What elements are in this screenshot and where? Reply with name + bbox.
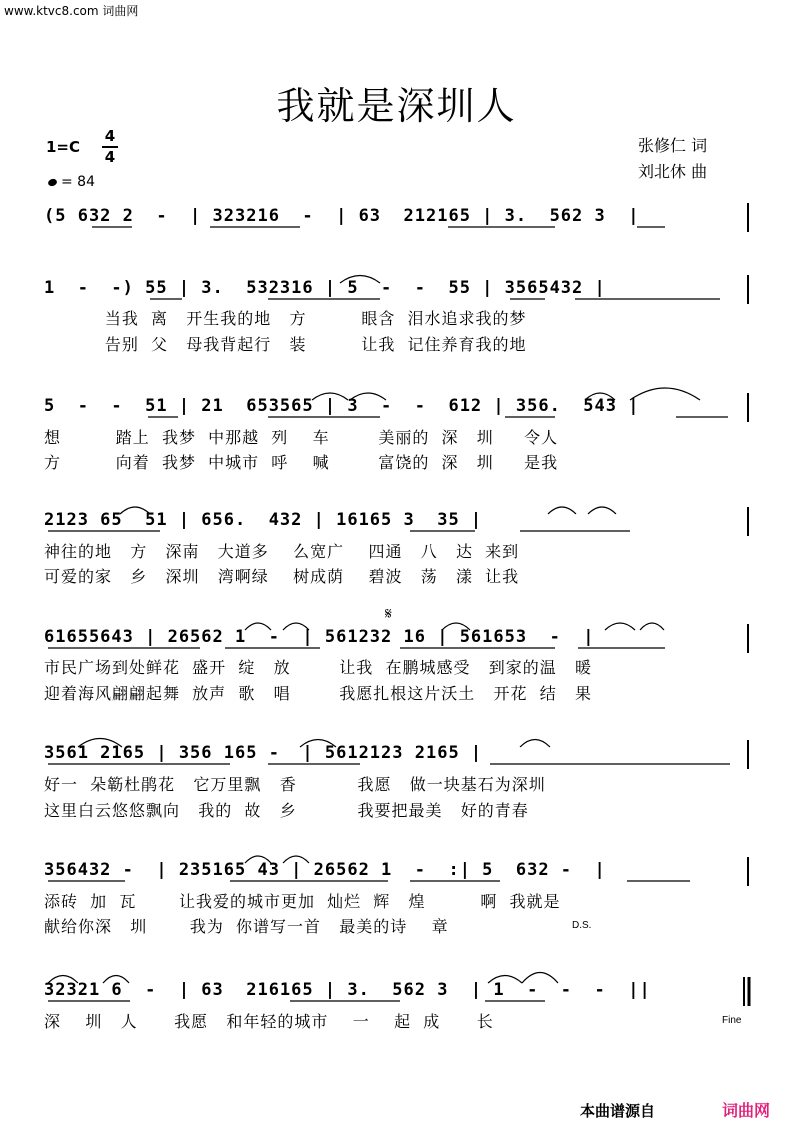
- tie-arc: [48, 976, 78, 984]
- tie-arc: [605, 623, 635, 630]
- tempo-value: = 84: [61, 174, 95, 190]
- lyric-row-5-verse-1: 市民广场到处鲜花 盛开 绽 放 让我 在鹏城感受 到家的温 暖: [44, 658, 592, 677]
- lyric-row-3-verse-2: 方 向着 我梦 中城市 呼 喊 富饶的 深 圳 是我: [44, 453, 559, 472]
- tie-arc: [585, 393, 615, 400]
- tie-arc: [340, 276, 380, 284]
- tie-arc: [520, 740, 550, 748]
- segno-icon: 𝄋: [385, 604, 392, 623]
- tie-arc: [522, 973, 558, 984]
- lyricist-credit: 张修仁 词: [638, 136, 708, 155]
- notation-row-4: 2123 65 51 | 656. 432 | 16165 3 35 |: [44, 510, 483, 530]
- lyric-row-2-verse-1: 当我 离 开生我的地 方 眼含 泪水追求我的梦: [44, 309, 527, 328]
- lyric-row-8-verse-1: 深 圳 人 我愿 和年轻的城市 一 起 成 长: [44, 1012, 494, 1031]
- source-site-logo: 词曲网: [722, 1101, 771, 1120]
- notation-row-8: 32321 6 - | 63 216165 | 3. 562 3 | 1 - - - ||: [44, 980, 651, 1000]
- tie-arc: [283, 623, 309, 630]
- fine-marking: Fine: [722, 1015, 742, 1026]
- composer-credit: 刘北休 曲: [638, 162, 708, 181]
- time-signature-bottom: 4: [104, 148, 116, 166]
- tie-arc: [442, 623, 470, 630]
- time-signature-top: 4: [104, 127, 116, 145]
- tie-arc: [312, 393, 348, 400]
- tie-arc: [350, 393, 386, 400]
- notation-row-1: (5 632 2 - | 323216 - | 63 212165 | 3. 562 3 |: [44, 206, 640, 226]
- lyric-row-2-verse-2: 告别 父 母我背起行 装 让我 记住养育我的地: [44, 335, 527, 354]
- tie-arc: [630, 388, 700, 400]
- song-title: 我就是深圳人: [276, 84, 517, 128]
- ds-marking: D.S.: [572, 920, 592, 931]
- tie-arc: [283, 856, 309, 863]
- key-signature: 1=C: [46, 138, 81, 156]
- notation-row-6: 3561 2165 | 356 165 - | 5612123 2165 |: [44, 743, 483, 763]
- lyric-row-4-verse-1: 神往的地 方 深南 大道多 么宽广 四通 八 达 来到: [44, 542, 520, 561]
- tie-arc: [300, 740, 336, 748]
- lyric-row-7-verse-1: 添砖 加 瓦 让我爱的城市更加 灿烂 辉 煌 啊 我就是: [44, 892, 561, 911]
- tie-arc: [548, 507, 576, 514]
- tie-arc: [120, 507, 150, 514]
- site-watermark: www.ktvc8.com 词曲网: [4, 4, 139, 18]
- notation-row-3: 5 - - 51 | 21 653565 | 3 - - 612 | 356. 543 |: [44, 396, 640, 416]
- tie-arc: [103, 976, 129, 984]
- tie-arc: [640, 623, 664, 630]
- lyric-row-4-verse-2: 可爱的家 乡 深圳 湾啊绿 树成荫 碧波 荡 漾 让我: [44, 567, 520, 586]
- lyric-row-3-verse-1: 想 踏上 我梦 中那越 列 车 美丽的 深 圳 令人: [44, 428, 559, 447]
- tie-arc: [78, 739, 122, 748]
- tie-arc: [245, 623, 271, 630]
- source-label: 本曲谱源自: [580, 1102, 656, 1120]
- tie-arc: [588, 507, 616, 514]
- lyric-row-5-verse-2: 迎着海风翩翩起舞 放声 歌 唱 我愿扎根这片沃土 开花 结 果: [44, 684, 592, 703]
- lyric-row-6-verse-2: 这里白云悠悠飘向 我的 故 乡 我要把最美 好的青春: [44, 801, 529, 820]
- lyric-row-7-verse-2: 献给你深 圳 我为 你谱写一首 最美的诗 章: [44, 917, 449, 936]
- tie-arc: [245, 856, 271, 863]
- lyric-row-6-verse-1: 好一 朵簕杜鹃花 它万里飘 香 我愿 做一块基石为深圳: [44, 775, 546, 794]
- tie-arc: [488, 976, 522, 984]
- notation-row-7: 356432 - | 235165 43 | 26562 1 - :| 5 632 - |: [44, 860, 606, 880]
- notation-row-2: 1 - -) 55 | 3. 532316 | 5 - - 55 | 3565432 |: [44, 278, 606, 298]
- notation-row-5: 61655643 | 26562 1 - | 561232 16 | 561653 - |: [44, 627, 595, 647]
- barlines: [744, 203, 749, 1006]
